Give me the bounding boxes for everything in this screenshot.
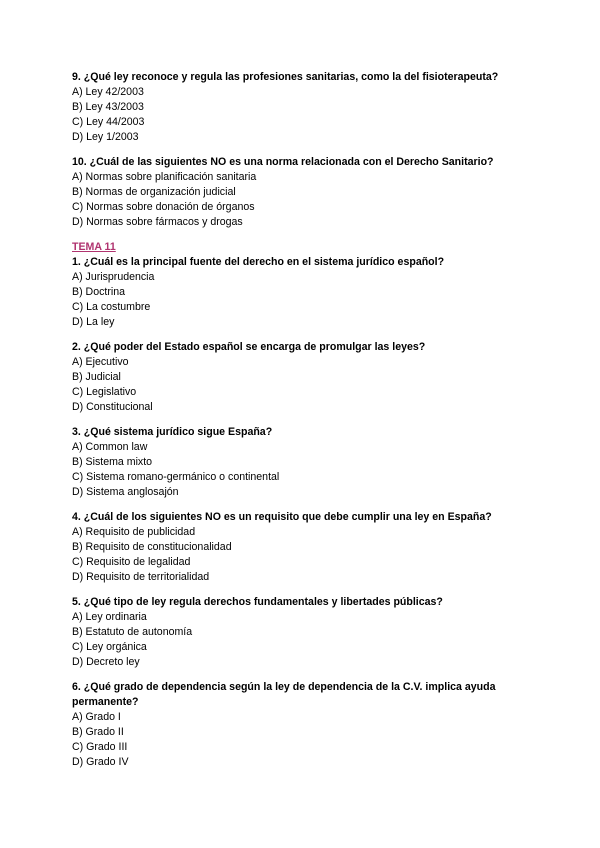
- option-d: D) La ley: [72, 316, 115, 328]
- question-title: 3. ¿Qué sistema jurídico sigue España?: [72, 426, 273, 438]
- option-c: C) Sistema romano-germánico o continental: [72, 471, 280, 483]
- option-a: A) Normas sobre planificación sanitaria: [72, 171, 257, 183]
- option-d: D) Requisito de territorialidad: [72, 571, 210, 583]
- question-3: [72, 425, 532, 500]
- option-b: B) Doctrina: [72, 286, 125, 298]
- question-title: 10. ¿Cuál de las siguientes NO es una norma relacionada con el Derecho Sanitario?: [72, 156, 494, 168]
- question-2: [72, 340, 532, 415]
- option-b: B) Sistema mixto: [72, 456, 153, 468]
- option-d: D) Normas sobre fármacos y drogas: [72, 216, 243, 228]
- option-a: A) Ejecutivo: [72, 356, 129, 368]
- question-6: [72, 680, 532, 770]
- option-c: C) Requisito de legalidad: [72, 556, 191, 568]
- question-1: [72, 255, 532, 330]
- option-a: A) Requisito de publicidad: [72, 526, 196, 538]
- question-title: 4. ¿Cuál de los siguientes NO es un requisito que debe cumplir una ley en España?: [72, 511, 492, 523]
- question-title: 9. ¿Qué ley reconoce y regula las profesiones sanitarias, como la del fisioterapeuta?: [72, 71, 499, 83]
- option-b: B) Normas de organización judicial: [72, 186, 236, 198]
- option-a: A) Ley ordinaria: [72, 611, 147, 623]
- question-5: [72, 595, 532, 670]
- option-a: A) Ley 42/2003: [72, 86, 144, 98]
- question-title: 5. ¿Qué tipo de ley regula derechos fundamentales y libertades públicas?: [72, 596, 443, 608]
- option-d: D) Constitucional: [72, 401, 153, 413]
- option-b: B) Grado II: [72, 726, 124, 738]
- option-a: A) Jurisprudencia: [72, 271, 155, 283]
- question-title: 2. ¿Qué poder del Estado español se encarga de promulgar las leyes?: [72, 341, 426, 353]
- question-title: 6. ¿Qué grado de dependencia según la ley de dependencia de la C.V. implica ayuda permanente?: [72, 681, 496, 708]
- document-page: [72, 70, 532, 780]
- option-a: A) Common law: [72, 441, 148, 453]
- tema-heading: TEMA 11: [72, 241, 116, 253]
- option-d: D) Decreto ley: [72, 656, 140, 668]
- question-4: [72, 510, 532, 585]
- option-b: B) Ley 43/2003: [72, 101, 144, 113]
- option-b: B) Requisito de constitucionalidad: [72, 541, 232, 553]
- option-b: B) Estatuto de autonomía: [72, 626, 193, 638]
- option-c: C) Legislativo: [72, 386, 137, 398]
- option-a: A) Grado I: [72, 711, 121, 723]
- option-c: C) Normas sobre donación de órganos: [72, 201, 255, 213]
- option-c: C) Grado III: [72, 741, 128, 753]
- option-d: D) Ley 1/2003: [72, 131, 139, 143]
- option-d: D) Grado IV: [72, 756, 129, 768]
- option-c: C) La costumbre: [72, 301, 151, 313]
- option-b: B) Judicial: [72, 371, 121, 383]
- option-c: C) Ley 44/2003: [72, 116, 145, 128]
- question-10: [72, 155, 532, 230]
- option-c: C) Ley orgánica: [72, 641, 147, 653]
- question-9: [72, 70, 532, 145]
- question-title: 1. ¿Cuál es la principal fuente del derecho en el sistema jurídico español?: [72, 256, 445, 268]
- option-d: D) Sistema anglosajón: [72, 486, 179, 498]
